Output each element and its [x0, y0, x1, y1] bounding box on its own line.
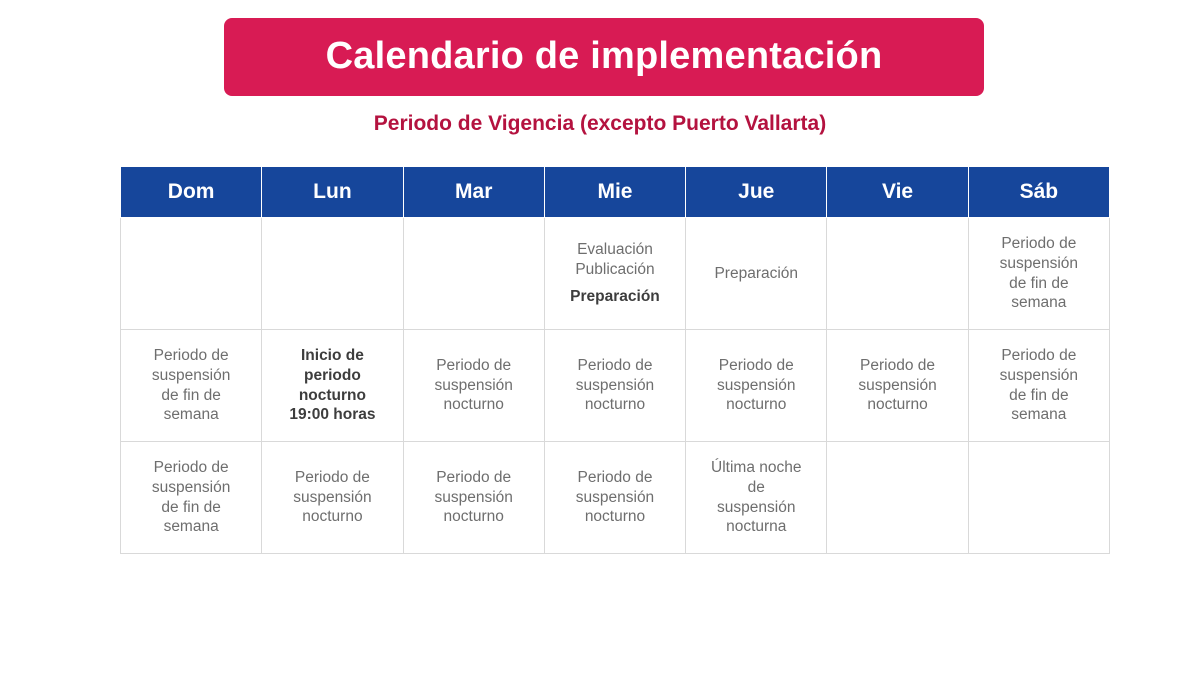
day-header-dom: Dom [121, 167, 262, 218]
cell-spacer [551, 279, 679, 287]
cell-text-line: de fin de [1009, 274, 1069, 292]
calendar-cell [262, 218, 403, 330]
cell-text-line: semana [1011, 406, 1067, 424]
cell-text-line: suspensión [151, 366, 231, 384]
cell-text-line: Periodo de [577, 356, 653, 374]
cell-text-line: Inicio de [866, 224, 929, 242]
calendar-cell [968, 442, 1109, 554]
calendar-cell [121, 330, 262, 442]
calendar-cell [686, 442, 827, 554]
cell-text-line: suspensión [575, 376, 655, 394]
cell-text-line: Periodo de [718, 356, 794, 374]
cell-text-line: 19:00 horas [289, 406, 376, 424]
cell-text-line: Periodo de [436, 356, 512, 374]
cell-text-line: Fin de los [861, 458, 934, 476]
cell-text-line: Preparación [570, 288, 660, 306]
cell-text-line: suspensión [434, 488, 513, 506]
day-header-sáb: Sáb [968, 167, 1109, 218]
cell-text-line: suspensión [293, 488, 372, 506]
day-header-lun: Lun [262, 167, 403, 218]
cell-text-line: suspensión [858, 376, 937, 394]
calendar-cell [403, 442, 544, 554]
cell-text-line: Periodo de [153, 458, 229, 476]
calendar-cell [403, 218, 544, 330]
calendar-table [120, 166, 1110, 554]
day-header-vie: Vie [827, 167, 968, 218]
day-header-row [121, 167, 1110, 218]
calendar-cell [262, 330, 403, 442]
cell-text-line: nocturno [302, 508, 363, 526]
cell-text-line: de fin de [161, 386, 221, 404]
cell-text-line: nocturno [443, 508, 504, 526]
cell-text-line: Periodo de [153, 346, 229, 364]
cell-text-line: nocturno [584, 508, 646, 526]
calendar-cell [544, 330, 685, 442]
calendar-cell [827, 218, 968, 330]
cell-text-line: Última noche [711, 458, 802, 476]
calendar-cell [827, 330, 968, 442]
calendar-cell [121, 218, 262, 330]
calendar-cell [686, 218, 827, 330]
cell-text-line: periodo de [857, 244, 938, 262]
calendar-cell [121, 442, 262, 554]
cell-text-line: nocturno [863, 498, 932, 516]
calendar-cell [686, 330, 827, 442]
cell-text-line: nocturna [726, 518, 787, 536]
calendar-week-row [121, 330, 1110, 442]
cell-text-line: suspensión de [843, 264, 952, 282]
cell-text-line: suspensión [575, 488, 655, 506]
cell-text-line: suspensión [999, 254, 1079, 272]
calendar-cell [544, 442, 685, 554]
cell-text-line: semana [163, 406, 219, 424]
calendar-cell [827, 442, 968, 554]
calendar-week-row [121, 442, 1110, 554]
cell-text-line: semana [1011, 294, 1067, 312]
cell-text-line: suspensión [717, 498, 796, 516]
cell-text-line: suspensión [434, 376, 513, 394]
cell-text-line: Periodo de [1001, 346, 1077, 364]
calendar-cell [968, 330, 1109, 442]
title-banner [224, 18, 984, 96]
cell-text-line: Preparación [714, 264, 799, 282]
calendar-cell [968, 218, 1109, 330]
calendar-header-row [121, 167, 1110, 218]
page-title: Calendario de implementación [325, 35, 883, 78]
calendar-body [121, 218, 1110, 554]
cell-text-line: 19:00 horas [854, 304, 941, 322]
day-header-mie: Mie [544, 167, 685, 218]
cell-text-line: suspensión [999, 366, 1079, 384]
cell-text-line: suspensión [717, 376, 796, 394]
cell-text-line: Periodo de [577, 468, 653, 486]
cell-text-line: fin de semana [845, 284, 950, 302]
cell-text-line: periodo [304, 366, 361, 384]
cell-text-line: nocturno [298, 386, 366, 404]
cell-text-line: Periodo de [1001, 234, 1077, 252]
cell-text-line: de fin de [161, 498, 221, 516]
cell-text-line: de [747, 478, 765, 496]
cell-text-line: 05:59 horas [854, 518, 941, 536]
page-subtitle: Periodo de Vigencia (excepto Puerto Vallarta) [373, 112, 827, 135]
cell-text-line: Evaluación [577, 240, 653, 258]
calendar-cell [544, 218, 685, 330]
cell-text-line: nocturno [726, 396, 787, 414]
cell-text-line: suspensión [151, 478, 231, 496]
cell-text-line: Periodo de [294, 468, 370, 486]
cell-text-line: nocturno [443, 396, 504, 414]
calendar-cell [262, 442, 403, 554]
day-header-jue: Jue [686, 167, 827, 218]
cell-text-line: de fin de [1009, 386, 1069, 404]
cell-text-line: semana [163, 518, 219, 536]
cell-text-line: Publicación [575, 260, 655, 278]
cell-text-line: Periodo de [436, 468, 512, 486]
day-header-mar: Mar [403, 167, 544, 218]
calendar-cell [403, 330, 544, 442]
calendar-week-row [121, 218, 1110, 330]
cell-text-line: periodos [864, 478, 931, 496]
cell-text-line: Inicio de [300, 346, 364, 364]
cell-text-line: nocturno [584, 396, 646, 414]
calendar-container [120, 166, 1110, 554]
cell-text-line: Periodo de [860, 356, 936, 374]
cell-text-line: nocturno [867, 396, 928, 414]
